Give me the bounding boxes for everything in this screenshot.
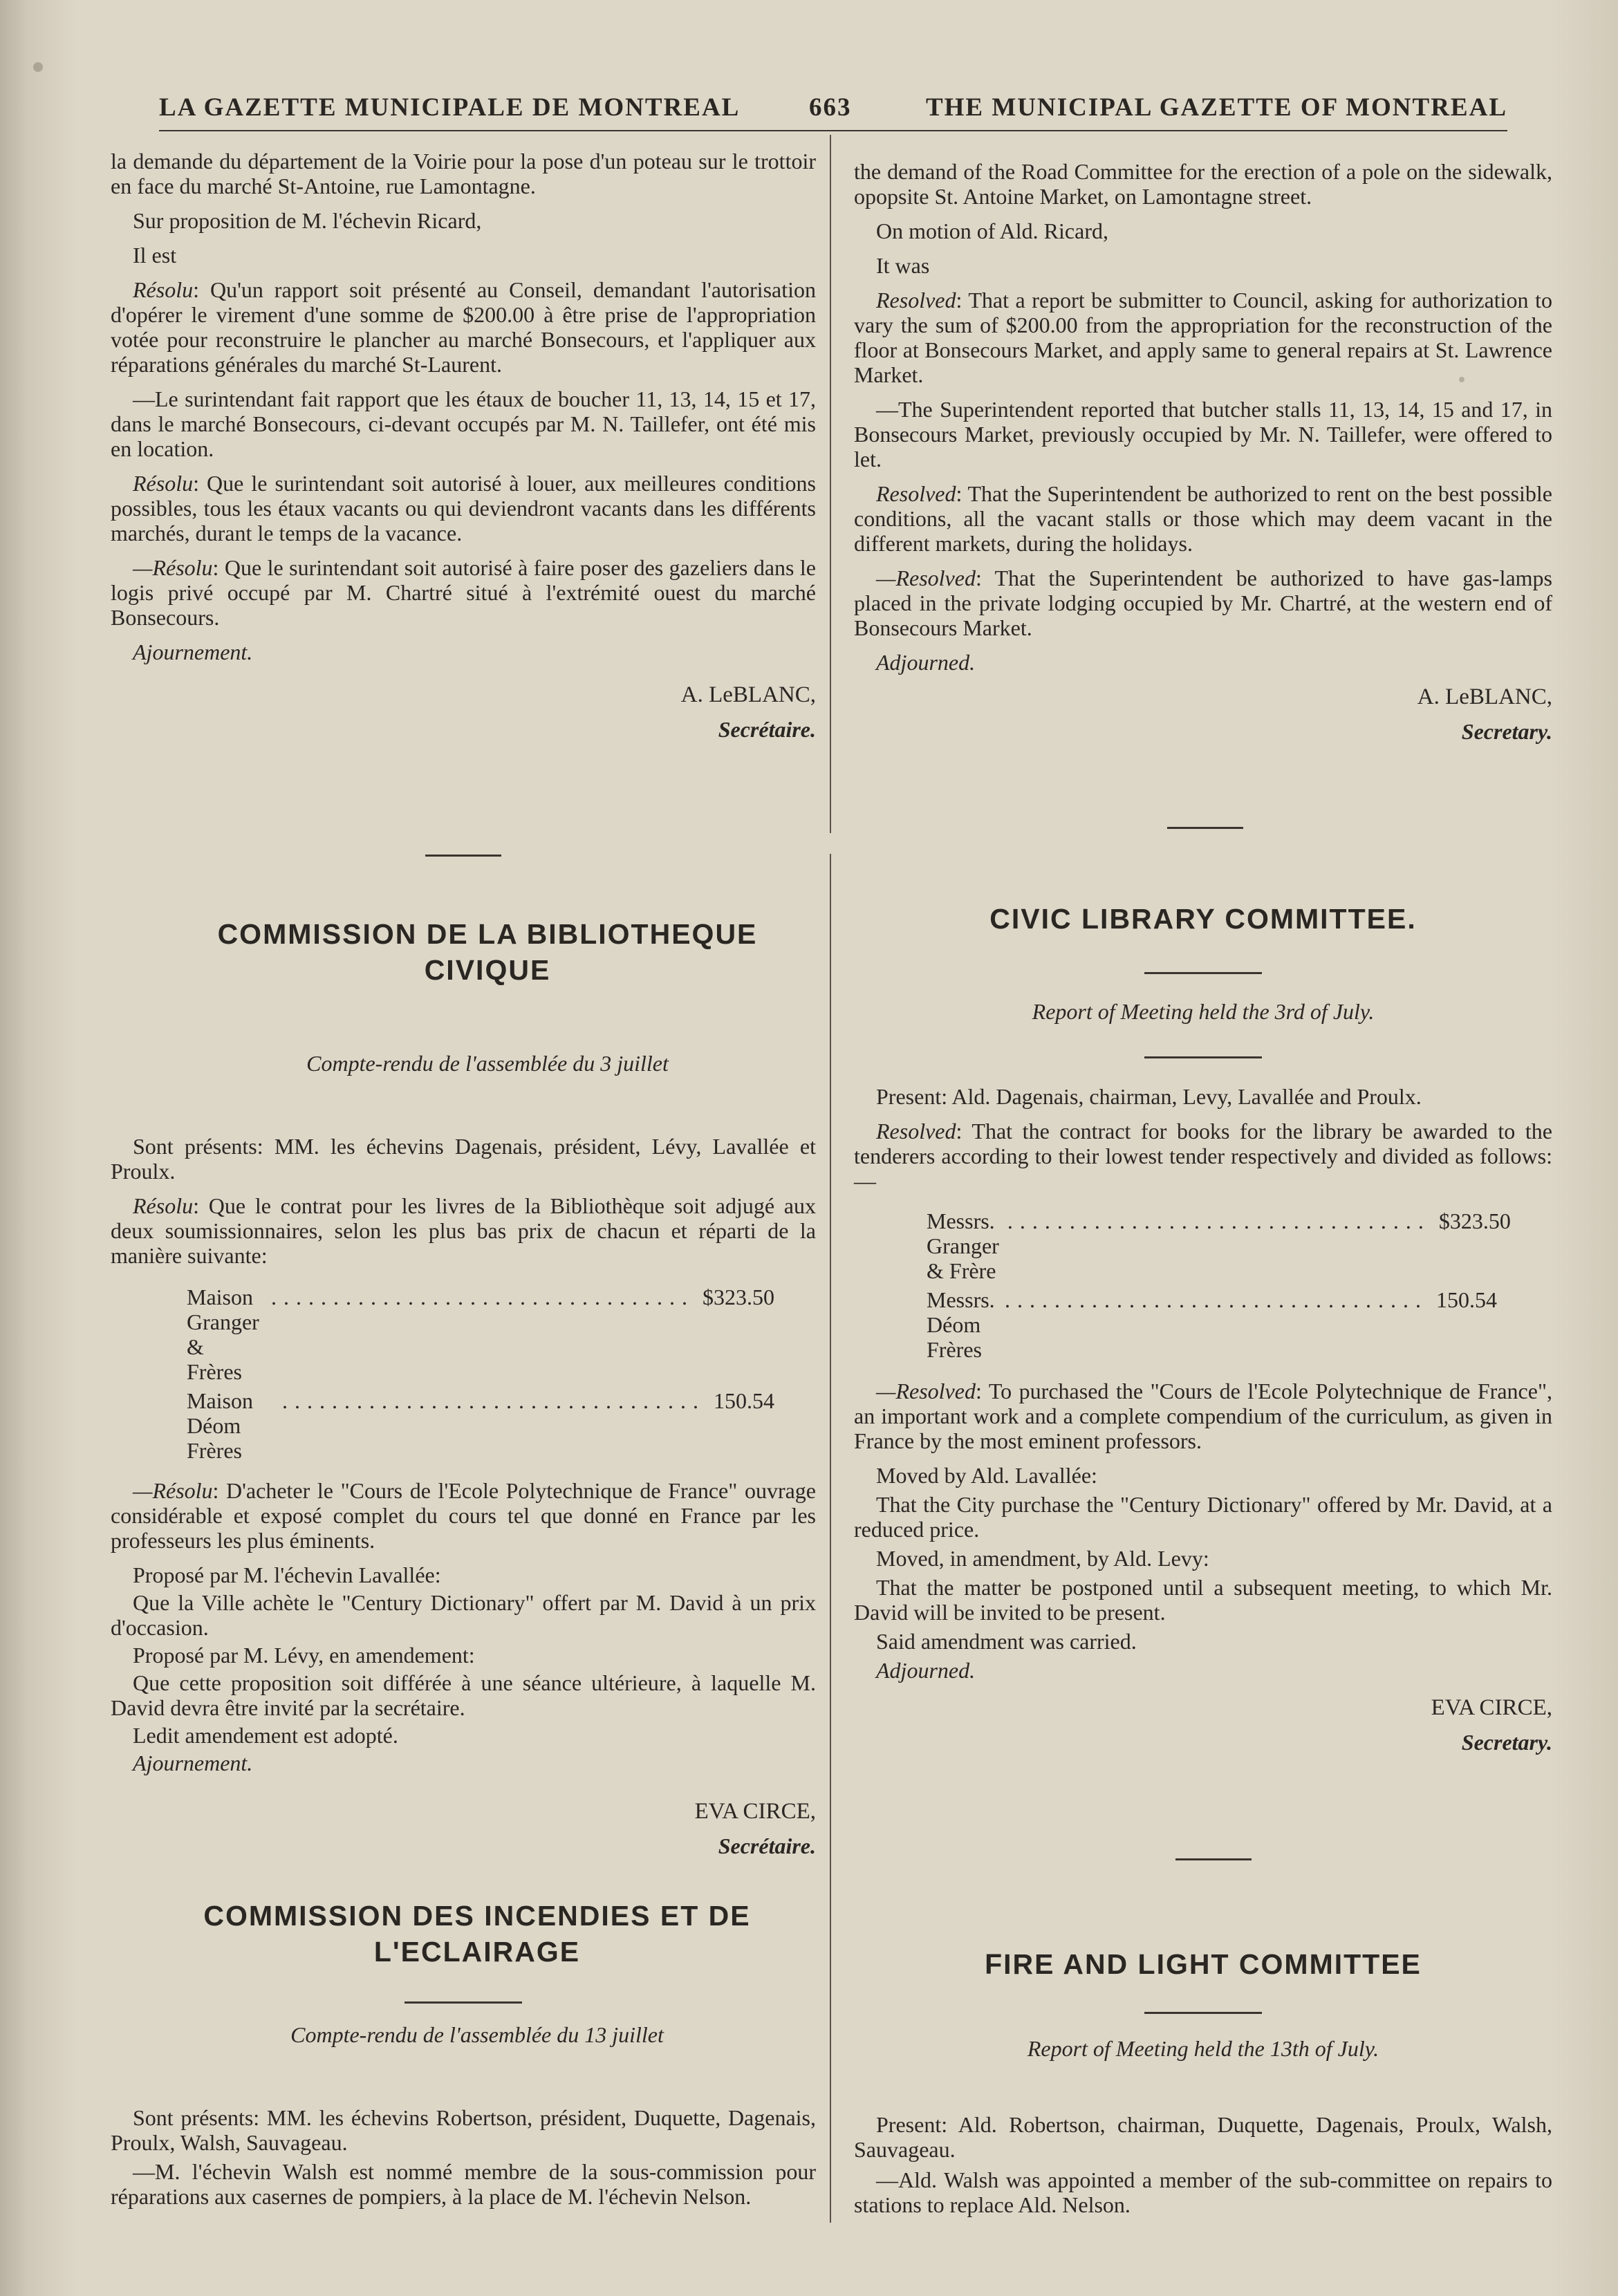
- right-road-p5: —The Superintendent reported that butcher stalls 11, 13, 14, 15 and 17, in Bonsecours Market, previously occupied by Mr. N. Taillefer, were offered to let.: [854, 397, 1552, 472]
- left-road-p7: [111, 555, 816, 630]
- left-library-p3-label: —Résolu: [133, 1478, 213, 1503]
- left-library-item-2-amount: 150.54: [714, 1388, 774, 1413]
- right-road-p3: It was: [876, 253, 930, 278]
- column-divider-bottom: [830, 854, 831, 2223]
- left-road-p1: la demande du département de la Voirie pour la pose d'un poteau sur le trottoir en face du marché St-Antoine, rue Lamontagne.: [111, 149, 816, 198]
- right-road-adjourn: Adjourned.: [876, 650, 976, 675]
- right-road-p6-label: Resolved: [876, 481, 956, 506]
- paper-spot: [1459, 377, 1464, 382]
- left-road-p5: —Le surintendant fait rapport que les étaux de boucher 11, 13, 14, 15 et 17, dans le marché Bonsecours, ci-devant occupés par M. N. Taillefer, ont été mis en location.: [111, 386, 816, 461]
- left-road-p6: [111, 471, 816, 545]
- right-fire-section: [854, 2112, 1552, 2227]
- header-title-english: THE MUNICIPAL GAZETTE OF MONTREAL: [925, 93, 1507, 122]
- left-road-p4-label: Résolu: [133, 277, 194, 302]
- right-road-p4-label: Resolved: [876, 288, 956, 312]
- column-divider-top: [830, 135, 831, 833]
- right-fire-rule: [1144, 2012, 1262, 2014]
- right-road-p2: On motion of Ald. Ricard,: [876, 218, 1108, 243]
- left-library-item-2-name: Maison Déom Frères: [187, 1388, 253, 1463]
- left-fire-p2: —M. l'échevin Walsh est nommé membre de la sous-commission pour réparations aux casernes de pompiers, à la place de M. l'échevin Nelson.: [111, 2159, 816, 2209]
- right-fire-p2: —Ald. Walsh was appointed a member of the sub-committee on repairs to stations to replace Ald. Nelson.: [854, 2167, 1552, 2217]
- left-road-p6-label: Résolu: [133, 471, 194, 496]
- left-fire-heading: COMMISSION DES INCENDIES ET DE L'ECLAIRAGE: [203, 1900, 751, 1968]
- left-library-section: [111, 1134, 816, 1868]
- right-library-item-1: [927, 1208, 1511, 1283]
- right-library-p5: That the City purchase the "Century Dictionary" offered by Mr. David, at a reduced price.: [854, 1492, 1552, 1542]
- left-library-heading: COMMISSION DE LA BIBLIOTHEQUE CIVIQUE: [217, 918, 758, 986]
- left-road-p4: [111, 277, 816, 377]
- right-library-items: [927, 1208, 1511, 1362]
- left-library-p3: [111, 1478, 816, 1553]
- left-library-sig-role: Secrétaire.: [718, 1833, 816, 1858]
- right-library-section: [854, 1084, 1552, 1764]
- right-section-rule-1: [1167, 827, 1243, 829]
- right-library-rule-a: [1144, 972, 1262, 974]
- left-library-p2-label: Résolu: [133, 1193, 194, 1218]
- left-road-sig-role: Secrétaire.: [718, 717, 816, 742]
- right-library-p6: Moved, in amendment, by Ald. Levy:: [876, 1546, 1209, 1571]
- left-road-p7-label: —Résolu: [133, 555, 213, 580]
- left-library-p2-text: : Que le contrat pour les livres de la Bibliothèque soit adjugé aux deux soumissionnaires, selon les plus bas prix de chacun et réparti de la manière suivante:: [111, 1193, 816, 1268]
- right-library-p2-text: : That the contract for books for the library be awarded to the tenderers according to their lowest tender respectively and divided as follows:—: [854, 1119, 1552, 1193]
- right-library-p1: Present: Ald. Dagenais, chairman, Levy, Lavallée and Proulx.: [876, 1084, 1422, 1109]
- page-number: 663: [809, 93, 852, 122]
- right-fire-subhead: Report of Meeting held the 13th of July.: [1027, 2036, 1379, 2061]
- right-fire-heading: FIRE AND LIGHT COMMITTEE: [985, 1948, 1422, 1980]
- left-fire-rule: [404, 2001, 522, 2004]
- left-road-section: [111, 149, 816, 752]
- left-library-items: [187, 1285, 774, 1463]
- leader-dots: ..................................: [1005, 1287, 1428, 1312]
- leader-dots: ..................................: [271, 1285, 694, 1309]
- left-section-rule-1: [425, 855, 501, 857]
- right-library-rule-b: [1144, 1056, 1262, 1058]
- leader-dots: ..................................: [282, 1388, 705, 1413]
- right-library-p3-label: —Resolved: [876, 1379, 976, 1403]
- left-road-p4-text: : Qu'un rapport soit présenté au Conseil, demandant l'autorisation d'opérer le virement d'une somme de $200.00 à être prise de l'appropriation votée pour reconstruire le plancher au marché Bonsecours, et l'appliquer aux réparations générales du marché St-Laurent.: [111, 277, 816, 377]
- left-library-subhead: Compte-rendu de l'assemblée du 3 juillet: [306, 1051, 669, 1076]
- left-library-p3-text: : D'acheter le "Cours de l'Ecole Polytechnique de France" ouvrage considérable et exposé complet du cours tel que donné en France par les professeurs les plus éminents.: [111, 1478, 816, 1553]
- left-library-adjourn: Ajournement.: [133, 1751, 253, 1775]
- right-section-rule-2: [1175, 1858, 1252, 1860]
- left-road-p3: Il est: [133, 243, 177, 268]
- left-road-p2: Sur proposition de M. l'échevin Ricard,: [133, 208, 482, 233]
- left-library-item-1-name: Maison Granger & Frères: [187, 1285, 259, 1384]
- right-library-sig-role: Secretary.: [1461, 1730, 1552, 1755]
- right-library-subhead: Report of Meeting held the 3rd of July.: [1032, 999, 1375, 1024]
- right-library-adjourn: Adjourned.: [876, 1658, 976, 1683]
- left-road-sig-name: A. LeBLANC,: [680, 682, 816, 707]
- right-road-p6: [854, 481, 1552, 556]
- right-library-sig-name: EVA CIRCE,: [1431, 1695, 1552, 1720]
- right-library-p8: Said amendment was carried.: [876, 1629, 1137, 1654]
- right-library-item-1-name: Messrs. Granger & Frère: [927, 1208, 999, 1283]
- right-road-sig-role: Secretary.: [1461, 719, 1552, 744]
- left-library-p7: Que cette proposition soit différée à une séance ultérieure, à laquelle M. David devra être invité par la secrétaire.: [111, 1670, 816, 1720]
- right-road-p4: [854, 288, 1552, 387]
- right-road-p1: the demand of the Road Committee for the erection of a pole on the sidewalk, opopsite St. Antoine Market, on Lamontagne street.: [854, 159, 1552, 209]
- left-library-p6: Proposé par M. Lévy, en amendement:: [133, 1643, 475, 1668]
- left-library-p8: Ledit amendement est adopté.: [133, 1723, 398, 1748]
- left-library-p1: Sont présents: MM. les échevins Dagenais, président, Lévy, Lavallée et Proulx.: [111, 1134, 816, 1184]
- right-road-p7-label: —Resolved: [876, 566, 976, 590]
- right-road-p4-text: : That a report be submitter to Council, asking for authorization to vary the sum of $200.00 from the appropriation for the reconstruction of the floor at Bonsecours Market, and apply same to general repairs at St. Lawrence Market.: [854, 288, 1552, 387]
- right-library-p2: [854, 1119, 1552, 1193]
- left-library-p2: [111, 1193, 816, 1268]
- paper-spot: [33, 62, 43, 72]
- right-road-p6-text: : That the Superintendent be authorized to rent on the best possible conditions, all the vacant stalls or those which may deem vacant in the different markets, during the holidays.: [854, 481, 1552, 556]
- right-road-section: [854, 159, 1552, 754]
- right-library-item-1-amount: $323.50: [1438, 1208, 1511, 1233]
- right-library-p2-label: Resolved: [876, 1119, 956, 1144]
- leader-dots: ..................................: [1007, 1208, 1431, 1233]
- left-road-p6-text: : Que le surintendant soit autorisé à louer, aux meilleures conditions possibles, tous les étaux vacants ou qui deviendront vacants dans les différents marchés, durant le temps de la vacance.: [111, 471, 816, 545]
- left-library-item-2: [187, 1388, 774, 1463]
- right-library-item-2-amount: 150.54: [1436, 1287, 1497, 1312]
- left-fire-section: [111, 2105, 816, 2219]
- right-library-p3: [854, 1379, 1552, 1453]
- left-road-p7-text: : Que le surintendant soit autorisé à faire poser des gazeliers dans le logis privé occupé par M. Chartré situé à l'extrémité ouest du marché Bonsecours.: [111, 555, 816, 630]
- left-library-item-1: [187, 1285, 774, 1384]
- right-road-p7-text: : That the Superintendent be authorized to have gas-lamps placed in the private lodging occupied by Mr. Chartré, at the western end of Bonsecours Market.: [854, 566, 1552, 640]
- right-library-p4: Moved by Ald. Lavallée:: [876, 1463, 1097, 1488]
- right-library-p7: That the matter be postponed until a subsequent meeting, to which Mr. David will be invited to be present.: [854, 1575, 1552, 1625]
- right-library-item-2: [927, 1287, 1497, 1362]
- left-road-adjourn: Ajournement.: [133, 640, 253, 664]
- right-library-item-2-name: Messrs. Déom Frères: [927, 1287, 995, 1362]
- left-library-item-1-amount: $323.50: [703, 1285, 774, 1309]
- left-library-p4: Proposé par M. l'échevin Lavallée:: [133, 1562, 441, 1587]
- right-library-heading: CIVIC LIBRARY COMMITTEE.: [989, 903, 1417, 935]
- left-library-sig-name: EVA CIRCE,: [694, 1799, 816, 1824]
- running-head: [159, 88, 1507, 131]
- left-fire-subhead: Compte-rendu de l'assemblée du 13 juillet: [290, 2022, 664, 2047]
- header-title-french: LA GAZETTE MUNICIPALE DE MONTREAL: [159, 93, 741, 122]
- right-library-p3-text: : To purchased the "Cours de l'Ecole Polytechnique de France", an important work and a complete compendium of the curriculum, as given in France by the most eminent professors.: [854, 1379, 1552, 1453]
- left-library-p5: Que la Ville achète le "Century Dictionary" offert par M. David à un prix d'occasion.: [111, 1590, 816, 1640]
- left-fire-p1: Sont présents: MM. les échevins Robertson, président, Duquette, Dagenais, Proulx, Walsh, Sauvageau.: [111, 2105, 816, 2155]
- right-road-sig-name: A. LeBLANC,: [1417, 684, 1552, 709]
- right-road-p7: [854, 566, 1552, 640]
- right-fire-p1: Present: Ald. Robertson, chairman, Duquette, Dagenais, Proulx, Walsh, Sauvageau.: [854, 2112, 1552, 2162]
